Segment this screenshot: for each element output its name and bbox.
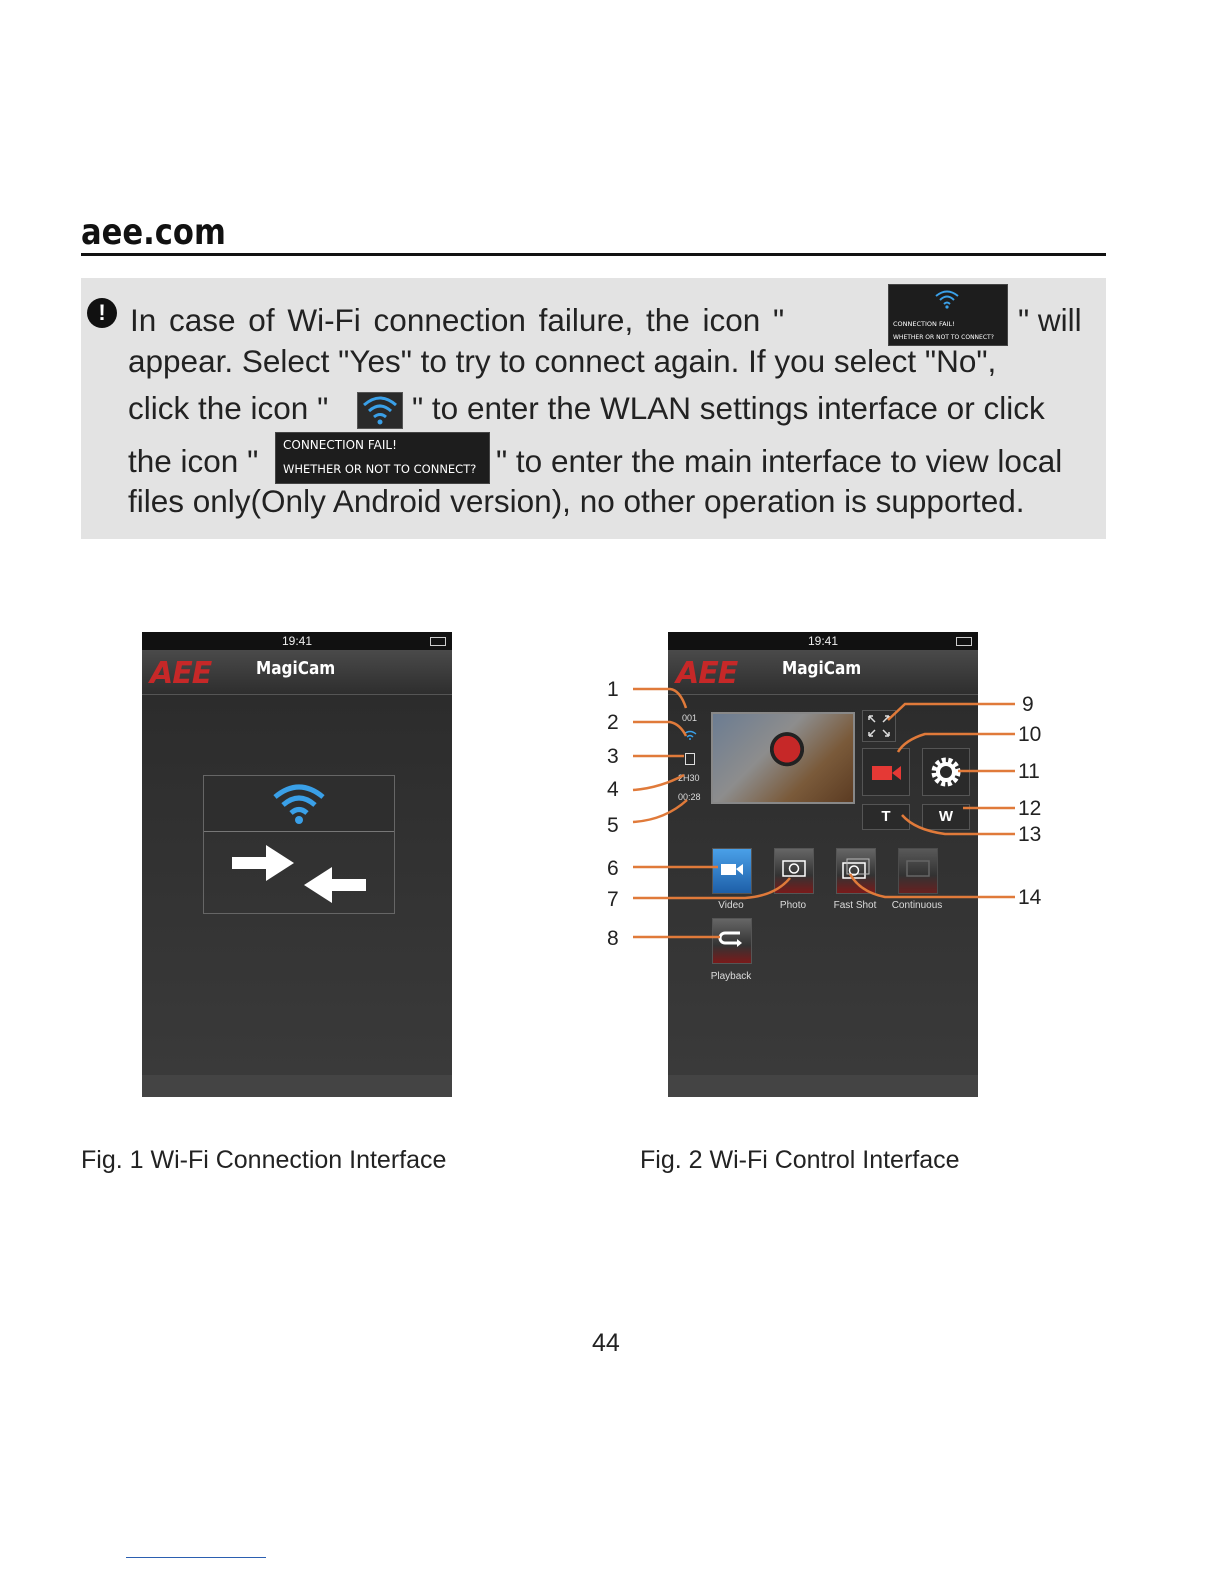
callout-1: 1 [607, 678, 619, 701]
magicam-logo: MagiCam [782, 658, 862, 679]
mode-continuous-button[interactable] [898, 848, 938, 894]
fail-title: CONNECTION FAIL! [283, 438, 397, 452]
status-bar [668, 632, 978, 650]
continuous-camera-icon [899, 849, 937, 893]
battery-icon [430, 637, 446, 646]
header-rule [81, 253, 1106, 256]
callout-9: 9 [1022, 693, 1034, 716]
callout-11: 11 [1018, 760, 1040, 783]
remaining-time: 2H30 [678, 773, 700, 783]
app-header [668, 650, 978, 695]
connecting-panel [203, 775, 395, 914]
gear-icon [923, 749, 969, 795]
wifi-status-row [204, 776, 394, 832]
battery-icon [956, 637, 972, 646]
note-line-2: appear. Select "Yes" to try to connect again. If you select "No", [128, 343, 997, 379]
live-preview [711, 712, 855, 804]
note-line-1: In case of Wi-Fi connection failure, the icon " [130, 302, 785, 338]
page-number: 44 [592, 1329, 620, 1357]
status-time: 19:41 [281, 634, 313, 648]
mode-fast-shot-label: Fast Shot [833, 900, 877, 911]
aee-logo: AEE [150, 656, 212, 691]
note-line-3-end: " to enter the WLAN settings interface or click [412, 390, 1045, 426]
zoom-in-button[interactable]: T [862, 804, 910, 830]
burst-camera-icon [837, 849, 875, 893]
callout-3: 3 [607, 745, 619, 768]
mode-fast-shot-button[interactable] [836, 848, 876, 894]
connection-fail-dialog-large[interactable] [275, 432, 490, 484]
photo-count: 001 [682, 713, 698, 723]
status-time: 19:41 [807, 634, 839, 648]
screen-footer [142, 1075, 452, 1097]
app-header [142, 650, 452, 695]
figure-1-caption: Fig. 1 Wi-Fi Connection Interface [81, 1146, 447, 1174]
fail-title: CONNECTION FAIL! [893, 320, 955, 328]
video-camera-icon [863, 749, 909, 795]
record-button[interactable] [862, 748, 910, 796]
note-line-3-start: click the icon " [128, 390, 329, 426]
expand-icon [863, 711, 895, 741]
wifi-icon [269, 783, 329, 825]
callout-10: 10 [1018, 723, 1042, 746]
wifi-icon [934, 289, 960, 309]
playback-label: Playback [710, 971, 752, 982]
magicam-logo: MagiCam [256, 658, 336, 679]
callout-14: 14 [1018, 886, 1042, 909]
wlan-settings-wifi-icon[interactable] [357, 392, 403, 429]
mode-video-label: Video [718, 900, 744, 911]
callout-4: 4 [607, 778, 619, 801]
callout-12: 12 [1018, 797, 1042, 820]
warning-icon: ! [87, 298, 117, 328]
note-line-4-end: " to enter the main interface to view local [496, 443, 1063, 479]
footer-rule [126, 1557, 266, 1558]
video-icon [713, 849, 751, 893]
status-bar [142, 632, 452, 650]
mode-photo-button[interactable] [774, 848, 814, 894]
connection-fail-dialog-small [888, 284, 1008, 346]
playback-icon [713, 919, 751, 963]
mode-continuous-label: Continuous [891, 900, 943, 911]
wifi-icon [683, 730, 697, 740]
note-line-5: files only(Only Android version), no other operation is supported. [128, 483, 1025, 519]
mode-video-button[interactable] [712, 848, 752, 894]
wifi-control-screen [668, 632, 978, 1097]
wifi-icon [358, 393, 402, 428]
site-name: aee.com [81, 212, 226, 253]
callout-2: 2 [607, 711, 619, 734]
aee-logo: AEE [676, 656, 738, 691]
camera-icon [775, 849, 813, 893]
fail-question: WHETHER OR NOT TO CONNECT? [283, 462, 477, 476]
callout-5: 5 [607, 814, 619, 837]
preview-image [763, 730, 811, 778]
settings-button[interactable] [922, 748, 970, 796]
zoom-out-button[interactable]: W [922, 804, 970, 830]
callout-13: 13 [1018, 823, 1042, 846]
fail-question: WHETHER OR NOT TO CONNECT? [893, 334, 994, 341]
screen-footer [668, 1075, 978, 1097]
callout-6: 6 [607, 857, 619, 880]
card-icon [685, 753, 695, 765]
wifi-connection-screen [142, 632, 452, 1097]
note-line-1-end: " will [1018, 302, 1082, 338]
mode-photo-label: Photo [779, 900, 807, 911]
elapsed-time: 00:28 [678, 792, 701, 802]
figure-2-caption: Fig. 2 Wi-Fi Control Interface [640, 1146, 960, 1174]
playback-button[interactable] [712, 918, 752, 964]
fullscreen-button[interactable] [862, 710, 896, 742]
note-line-4-start: the icon " [128, 443, 259, 479]
connecting-arrows-icon [204, 833, 394, 913]
callout-8: 8 [607, 927, 619, 950]
callout-7: 7 [607, 888, 619, 911]
